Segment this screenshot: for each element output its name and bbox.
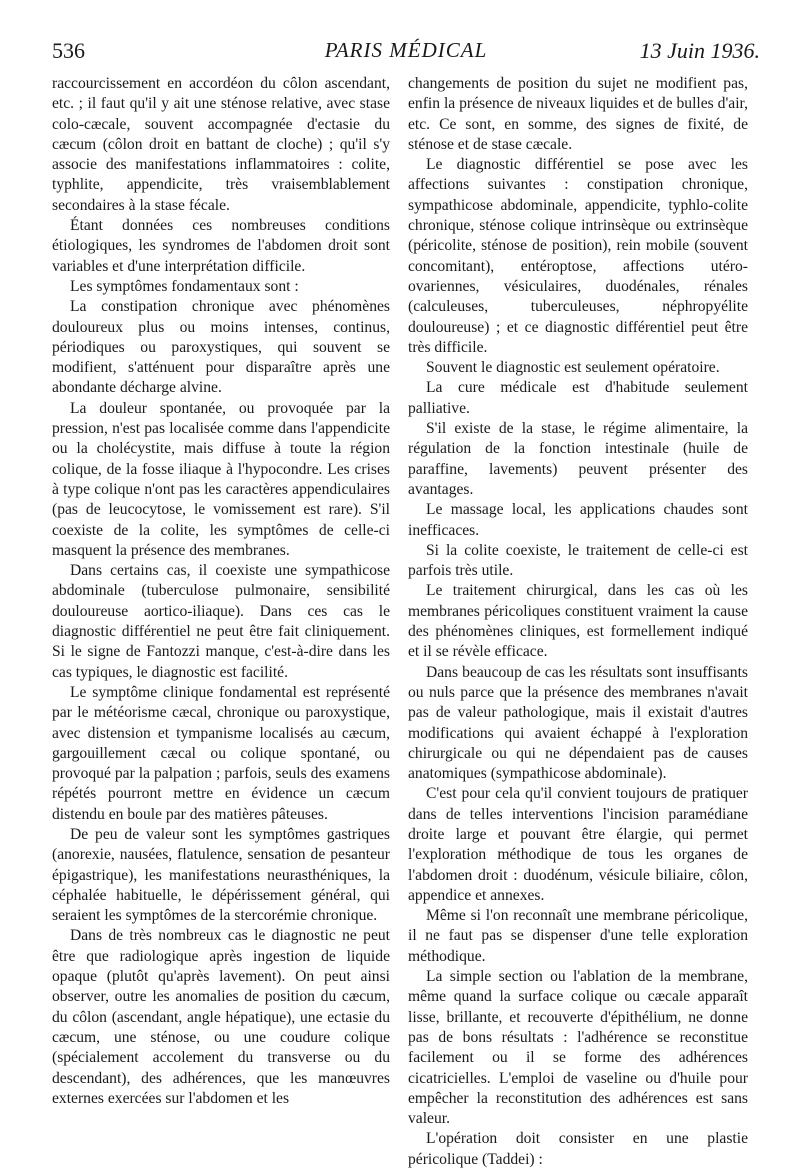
- paragraph: Le symptôme clinique fondamental est représenté par le météorisme cæcal, chronique ou paroxystique, avec distension et tympanisme localisés au cæcum, gargouillement cæcal ou colique spontané, ou provoqué par la palpation ; parfois, seuls des examens répétés pourront mettre en évidence un cæcum distendu en boule par des matières pâteuses.: [52, 683, 390, 823]
- issue-date: 13 Juin 1936.: [639, 38, 760, 63]
- page-header: [52, 38, 760, 68]
- paragraph: L'opération doit consister en une plastie péricolique (Taddei) :: [408, 1130, 748, 1168]
- paragraph: Le diagnostic différentiel se pose avec les affections suivantes : constipation chronique, sympathicose abdominale, appendicite, typhlo-colite chronique, sténose colique intrinsèque ou extrinsèque (péricolite, sténose de position), rein mobile (souvent concomitant), entéroptose, affections utéro-ovariennes, vésiculaires, duodénales, rénales (calculeuses, tuberculeuses, néphropyélite douloureuse) ; et ce diagnostic différentiel peut être très difficile.: [408, 156, 748, 356]
- paragraph: S'il existe de la stase, le régime alimentaire, la régulation de la fonction intestinale (huile de paraffine, lavements) peuvent présenter des avantages.: [408, 420, 748, 498]
- right-column: [408, 74, 748, 1170]
- paragraph: Le massage local, les applications chaudes sont inefficaces.: [408, 501, 748, 539]
- paragraph: La simple section ou l'ablation de la membrane, même quand la surface colique ou cæcale apparaît lisse, brillante, et recouverte d'épithélium, ne donne pas de bons résultats : l'adhérence se reconstitue facilement ou il se forme des adhérences cicatricielles. L'emploi de vaseline ou d'huile pour empêcher la reconstitution des adhérences est sans valeur.: [408, 968, 748, 1128]
- paragraph: Dans de très nombreux cas le diagnostic ne peut être que radiologique après ingestion de liquide opaque (plutôt qu'après lavement). On peut ainsi observer, outre les anomalies de position du cæcum, du côlon (ascendant, angle hépatique), une ectasie du cæcum, une sténose, ou une coudure colique (spécialement accolement du transverse ou du descendant), des adhérences, que les manœuvres externes exercées sur l'abdomen et les: [52, 927, 390, 1107]
- paragraph: La douleur spontanée, ou provoquée par la pression, n'est pas localisée comme dans l'appendicite ou la cholécystite, mais diffuse à toute la région colique, de la fosse iliaque à l'hypocondre. Les crises à type colique n'ont pas les caractères appendiculaires (pas de leucocytose, le vomissement est rare). S'il coexiste de la colite, les symptômes de celle-ci masquent la présence des membranes.: [52, 399, 390, 559]
- paragraph: Dans certains cas, il coexiste une sympathicose abdominale (tuberculose pulmonaire, sensibilité douloureuse aortico-iliaque). Dans ces cas le diagnostic différentiel ne peut être fait cliniquement. Si le signe de Fantozzi manque, c'est-à-dire dans les cas typiques, le diagnostic est facilité.: [52, 562, 390, 681]
- running-title: PARIS MÉDICAL: [324, 38, 488, 62]
- paragraph: Étant données ces nombreuses conditions étiologiques, les syndromes de l'abdomen droit sont variables et d'une interprétation difficile.: [52, 217, 390, 275]
- paragraph: raccourcissement en accordéon du côlon ascendant, etc. ; il faut qu'il y ait une sténose relative, avec stase colo-cæcale, souvent accompagnée d'ectasie du cæcum (côlon droit en battant de cloche) ; qu'il s'y associe des manifestations inflammatoires : colite, typhlite, appendicite, très vraisemblablement secondaires à la stase fécale.: [52, 75, 390, 214]
- paragraph: Souvent le diagnostic est seulement opératoire.: [426, 359, 720, 377]
- left-column: [52, 74, 390, 1109]
- paragraph: Le traitement chirurgical, dans les cas où les membranes péricoliques constituent vraiment la cause des phénomènes cliniques, est formellement indiqué et il se révèle efficace.: [408, 582, 748, 661]
- paragraph: Même si l'on reconnaît une membrane péricolique, il ne faut pas se dispenser d'une telle exploration méthodique.: [408, 907, 748, 965]
- paragraph: De peu de valeur sont les symptômes gastriques (anorexie, nausées, flatulence, sensation de pesanteur épigastrique), les manifestations neurasthéniques, la céphalée habituelle, le dépérissement général, qui seraient les symptômes de la stercorémie chronique.: [52, 825, 390, 925]
- paragraph: La constipation chronique avec phénomènes douloureux plus ou moins intenses, continus, périodiques ou paroxystiques, qui souvent se modifient, s'atténuent pour disparaître après une abondante décharge alvine.: [52, 298, 390, 397]
- paragraph: C'est pour cela qu'il convient toujours de pratiquer dans de telles interventions l'incision paramédiane droite large et pouvant être élargie, qui permet l'exploration méthodique de tous les organes de l'abdomen droit : duodénum, vésicule biliaire, côlon, appendice et annexes.: [408, 785, 748, 904]
- paragraph: changements de position du sujet ne modifient pas, enfin la présence de niveaux liquides et de bulles d'air, etc. Ce sont, en somme, des signes de fixité, de sténose et de stase cæcale.: [408, 75, 748, 153]
- paragraph: Dans beaucoup de cas les résultats sont insuffisants ou nuls parce que la présence des membranes n'avait pas de valeur pathologique, mais il existait d'autres modifications qui avaient échappé à l'exploration chirurgicale ou qui ne dépendaient pas de causes anatomiques (sympathicose abdominale).: [408, 663, 748, 783]
- page-number: 536: [52, 38, 85, 63]
- paragraph: Les symptômes fondamentaux sont :: [70, 277, 299, 295]
- paragraph: Si la colite coexiste, le traitement de celle-ci est parfois très utile.: [408, 541, 748, 580]
- paragraph: La cure médicale est d'habitude seulement palliative.: [408, 379, 748, 417]
